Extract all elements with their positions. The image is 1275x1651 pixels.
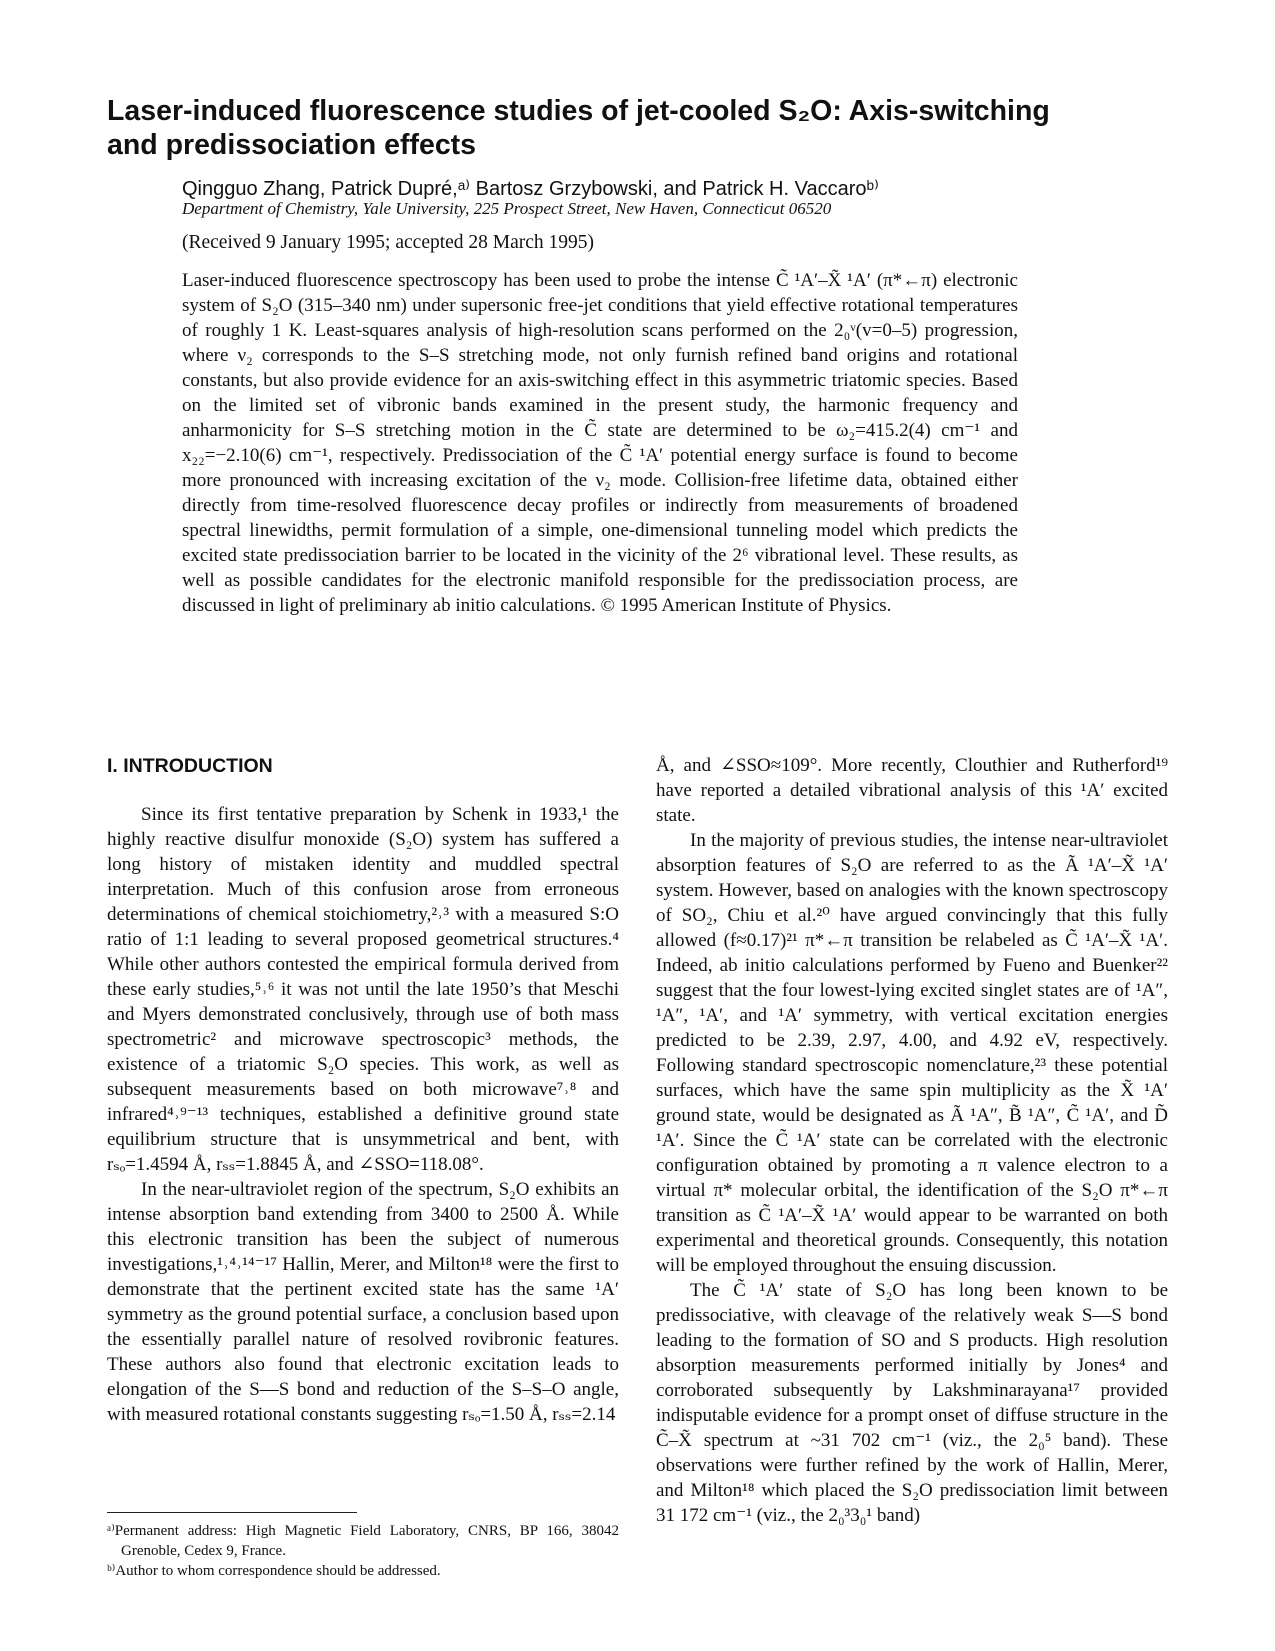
paragraph: Å, and ∠SSO≈109°. More recently, Clouthier and Rutherford¹⁹ have reported a detailed vibrational analysis of this ¹A′ excited state. bbox=[656, 755, 1168, 826]
paragraph: In the near-ultraviolet region of the spectrum, S₂O exhibits an intense absorption band extending from 3400 to 2500 Å. While this electronic transition has been the subject of numerous investigations,¹˒⁴˒¹⁴⁻¹⁷ Hallin, Merer, and Milton¹⁸ were the first to demonstrate that the pertinent excited state has the same ¹A′ symmetry as the ground potential surface, a conclusion based upon the essentially parallel nature of resolved rovibronic features. These authors also found that electronic excitation leads to elongation of the S—S bond and reduction of the S–S–O angle, with measured rotational constants suggesting rₛₒ=1.50 Å, rₛₛ=2.14 bbox=[107, 1179, 619, 1425]
abstract: Laser-induced fluorescence spectroscopy has been used to probe the intense C̃ ¹A′–X̃ ¹A′ (π*←π) electronic system of S₂O (315–340 nm) under supersonic free-jet conditions that yield effective rotational temperatures of roughly 1 K. Least-squares analysis of high-resolution scans performed on the 2₀ᵛ(v=0–5) progression, where ν₂ corresponds to the S–S stretching mode, not only furnish refined band origins and rotational constants, but also provide evidence for an axis-switching effect in this asymmetric triatomic species. Based on the limited set of vibronic bands examined in the present study, the harmonic frequency and anharmonicity for S–S stretching motion in the C̃ state are determined to be ω₂=415.2(4) cm⁻¹ and x₂₂=−2.10(6) cm⁻¹, respectively. Predissociation of the C̃ ¹A′ potential energy surface is found to become more pronounced with increasing excitation of the ν₂ mode. Collision-free lifetime data, obtained either directly from time-resolved fluorescence decay profiles or indirectly from measurements of broadened spectral linewidths, permit formulation of a simple, one-dimensional tunneling model which predicts the excited state predissociation barrier to be located in the vicinity of the 2⁶ vibrational level. These results, as well as possible candidates for the electronic manifold responsible for the predissociation process, are discussed in light of preliminary ab initio calculations. © 1995 American Institute of Physics. bbox=[182, 270, 1018, 616]
footnotes bbox=[107, 1521, 619, 1581]
paragraph: The C̃ ¹A′ state of S₂O has long been known to be predissociative, with cleavage of the relatively weak S—S bond leading to the formation of SO and S products. High resolution absorption measurements performed initially by Jones⁴ and corroborated subsequently by Lakshminarayana¹⁷ provided indisputable evidence for a prompt onset of diffuse structure in the C̃–X̃ spectrum at ~31 702 cm⁻¹ (viz., the 2₀⁵ band). These observations were further refined by the work of Hallin, Merer, and Milton¹⁸ which placed the S₂O predissociation limit between 31 172 cm⁻¹ (viz., the 2₀³3₀¹ band) bbox=[656, 1280, 1168, 1526]
affiliation: Department of Chemistry, Yale University, 225 Prospect Street, New Haven, Connecticut 06520 bbox=[182, 199, 832, 218]
author-list: Qingguo Zhang, Patrick Dupré,ᵃ⁾ Bartosz Grzybowski, and Patrick H. Vaccaroᵇ⁾ bbox=[182, 178, 879, 200]
section-heading: I. INTRODUCTION bbox=[107, 755, 273, 777]
right-column bbox=[656, 753, 1168, 1528]
footnote-divider bbox=[107, 1512, 357, 1513]
paragraph: In the majority of previous studies, the intense near-ultraviolet absorption features of S₂O are referred to as the Ã ¹A′–X̃ ¹A′ system. However, based on analogies with the known spectroscopy of SO₂, Chiu et al.²⁰ have argued convincingly that this fully allowed (f≈0.17)²¹ π*←π transition be relabeled as C̃ ¹A′–X̃ ¹A′. Indeed, ab initio calculations performed by Fueno and Buenker²² suggest that the four lowest-lying excited singlet states are of ¹A″, ¹A″, ¹A′, and ¹A′ symmetry, with vertical excitation energies predicted to be 2.39, 2.97, 4.00, and 4.92 eV, respectively. Following standard spectroscopic nomenclature,²³ these potential surfaces, which have the same spin multiplicity as the X̃ ¹A′ ground state, would be designated as Ã ¹A″, B̃ ¹A″, C̃ ¹A′, and D̃ ¹A′. Since the C̃ ¹A′ state can be correlated with the electronic configuration obtained by promoting a π valence electron to a virtual π* molecular orbital, the identification of the S₂O π*←π transition as C̃ ¹A′–X̃ ¹A′ would appear to be warranted on both experimental and theoretical grounds. Consequently, this notation will be employed throughout the ensuing discussion. bbox=[656, 830, 1168, 1276]
received-dates: (Received 9 January 1995; accepted 28 March 1995) bbox=[182, 232, 595, 253]
paper-title: Laser-induced fluorescence studies of jet-cooled S₂O: Axis-switching and predissociation effects bbox=[107, 95, 1050, 161]
left-column bbox=[107, 802, 619, 1427]
footnote: ᵇ⁾Author to whom correspondence should be addressed. bbox=[107, 1563, 441, 1579]
paragraph: Since its first tentative preparation by Schenk in 1933,¹ the highly reactive disulfur monoxide (S₂O) system has suffered a long history of mistaken identity and muddled spectral interpretation. Much of this confusion arose from erroneous determinations of chemical stoichiometry,²˒³ with a measured S:O ratio of 1:1 leading to several proposed geometrical structures.⁴ While other authors contested the empirical formula derived from these early studies,⁵˒⁶ it was not until the late 1950’s that Meschi and Myers demonstrated conclusively, through use of both mass spectrometric² and microwave spectroscopic³ methods, the existence of a triatomic S₂O species. This work, as well as subsequent measurements based on both microwave⁷˒⁸ and infrared⁴˒⁹⁻¹³ techniques, established a definitive ground state equilibrium structure that is unsymmetrical and bent, with rₛₒ=1.4594 Å, rₛₛ=1.8845 Å, and ∠SSO=118.08°. bbox=[107, 804, 619, 1175]
footnote: ᵃ⁾Permanent address: High Magnetic Field Laboratory, CNRS, BP 166, 38042 Grenoble, Cedex 9, France. bbox=[107, 1523, 619, 1559]
